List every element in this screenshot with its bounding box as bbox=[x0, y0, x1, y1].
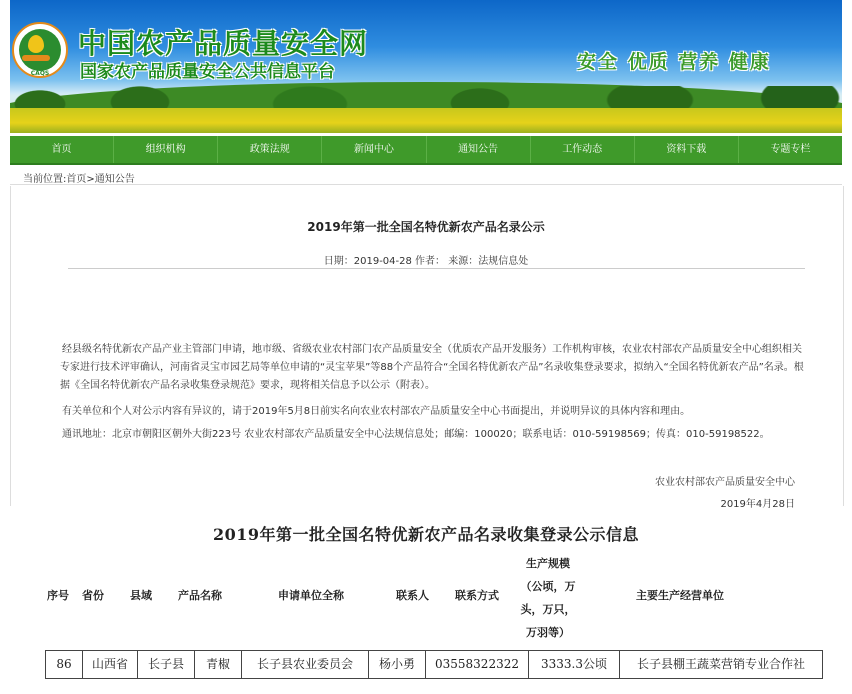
site-subtitle: 国家农产品质量安全公共信息平台 bbox=[80, 62, 335, 82]
table-header-phone: 联系方式 bbox=[455, 589, 499, 602]
table-header-applicant: 申请单位全称 bbox=[278, 589, 344, 602]
breadcrumb[interactable]: 当前位置:首页>通知公告 bbox=[23, 174, 135, 185]
nav-item-news[interactable]: 新闻中心 bbox=[322, 136, 426, 163]
site-logo[interactable] bbox=[12, 22, 68, 78]
nav-item-policy[interactable]: 政策法规 bbox=[218, 136, 322, 163]
nav-item-topics[interactable]: 专题专栏 bbox=[770, 144, 811, 155]
article-paragraph-3: 通讯地址：北京市朝阳区朝外大街223号 农业农村部农产品质量安全中心法规信息处；邮编：100020；联系电话：010-59198569；传真：010-59198522。 bbox=[62, 429, 770, 440]
main-nav bbox=[10, 136, 842, 165]
article-meta: 日期：2019-04-28 作者： 来源：法规信息处 bbox=[323, 256, 529, 267]
site-banner bbox=[10, 0, 842, 133]
breadcrumb-divider bbox=[10, 184, 842, 185]
logo-caption: CAQS bbox=[30, 70, 50, 77]
nav-item-work-updates[interactable]: 工作动态 bbox=[531, 136, 635, 163]
table-title: 2019年第一批全国名特优新农产品名录收集登录公示信息 bbox=[212, 525, 640, 544]
cell-scale: 3333.3公顷 bbox=[529, 651, 620, 678]
table-header-county: 县域 bbox=[130, 589, 152, 602]
nav-item-downloads[interactable]: 资料下载 bbox=[635, 136, 739, 163]
table-header-scale-line: 万羽等） bbox=[526, 626, 570, 639]
article-divider bbox=[68, 268, 805, 269]
article-title: 2019年第一批全国名特优新农产品名录公示 bbox=[307, 220, 545, 234]
cell-phone: 03558322322 bbox=[426, 651, 529, 678]
table-row bbox=[45, 650, 823, 679]
signature-organization: 农业农村部农产品质量安全中心 bbox=[655, 477, 795, 488]
nav-item-home[interactable]: 首页 bbox=[10, 136, 114, 163]
table-header-scale-line: （公顷，万 bbox=[520, 580, 576, 593]
table-header-seq: 序号 bbox=[47, 589, 69, 602]
site-slogan: 安全 优质 营养 健康 bbox=[577, 51, 771, 73]
cell-seq: 86 bbox=[46, 651, 83, 678]
article-paragraph-2: 有关单位和个人对公示内容有异议的，请于2019年5月8日前实名向农业农村部农产品质量安全中心书面提出，并说明异议的具体内容和理由。 bbox=[62, 406, 691, 417]
site-title[interactable]: 中国农产品质量安全网 bbox=[78, 27, 369, 60]
table-header-scale bbox=[513, 552, 583, 644]
article-paragraph-1: 经县级名特优新农产品产业主管部门申请，地市级、省级农业农村部门农产品质量安全（优质农产品开发服务）工作机构审核，农业农村部农产品质量安全中心组织相关专家进行技术评审确认，河南省灵宝市园艺局等单位申请的“灵宝苹果”等88个产品符合“全国名特优新农产品”名录收集登录要求，拟纳入“全国名特优新农产品”名录。根据《全国名特优新农产品名录收集登录规范》要求，现将相关信息予以公示（附表）。 bbox=[60, 344, 804, 391]
table-header-scale-line: 生产规模 bbox=[526, 557, 570, 570]
table-header-scale-line: 头，万只， bbox=[520, 603, 576, 616]
cell-contact: 杨小勇 bbox=[369, 651, 426, 678]
cell-applicant: 长子县农业委员会 bbox=[242, 651, 369, 678]
cell-operator: 长子县棚王蔬菜营销专业合作社 bbox=[636, 657, 805, 671]
signature-date: 2019年4月28日 bbox=[720, 499, 795, 510]
cell-province: 山西省 bbox=[83, 651, 138, 678]
nav-item-notices[interactable]: 通知公告 bbox=[427, 136, 531, 163]
nav-item-organization[interactable]: 组织机构 bbox=[114, 136, 218, 163]
banner-field bbox=[10, 108, 842, 133]
table-header-province: 省份 bbox=[82, 589, 104, 602]
table-header-operator: 主要生产经营单位 bbox=[636, 589, 724, 602]
logo-leaf-icon bbox=[28, 35, 44, 53]
table-header-product: 产品名称 bbox=[178, 589, 222, 602]
cell-product: 青椒 bbox=[195, 651, 242, 678]
logo-base bbox=[22, 55, 50, 61]
table-header-contact: 联系人 bbox=[396, 589, 429, 602]
cell-county: 长子县 bbox=[138, 651, 195, 678]
